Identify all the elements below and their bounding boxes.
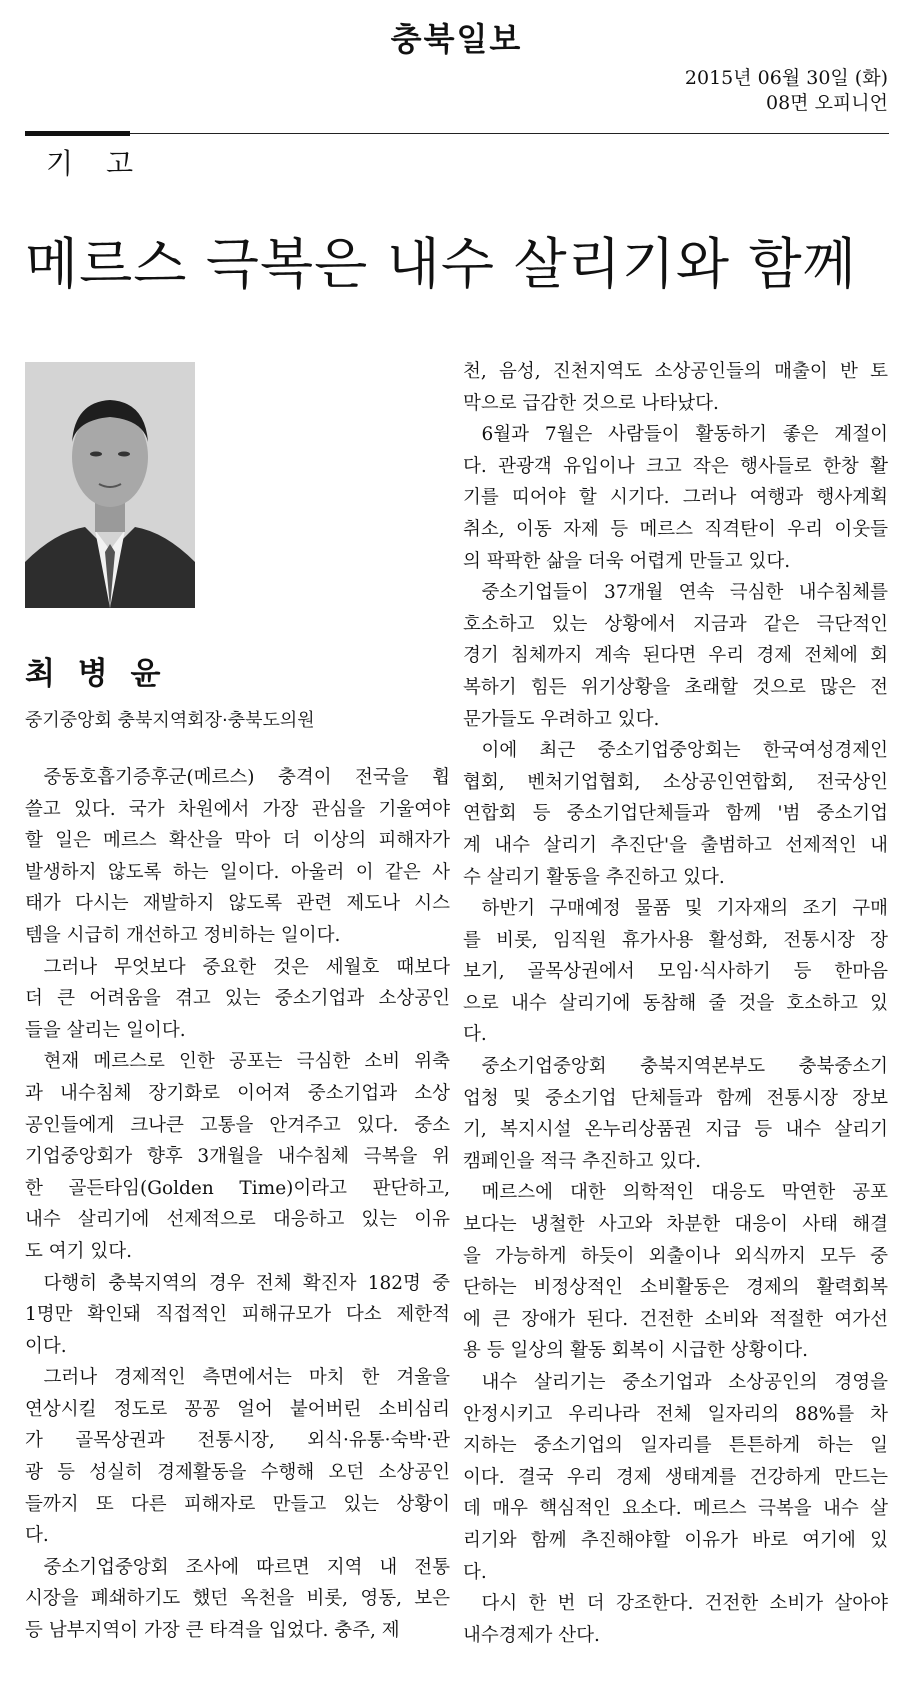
article-text-line: 그러나 경제적인 측면에서는 마치 한 겨울을 [43, 1367, 450, 1389]
article-text-line: 계 내수 살리기 추진단'을 출범하고 선제적인 내 [463, 834, 888, 856]
article-paragraph [25, 762, 450, 952]
article-text-line: 도 여기 있다. [25, 1240, 132, 1262]
article-text-line: 내수 살리기는 중소기업과 소상공인의 경영을 [481, 1372, 888, 1393]
article-text-line: 할 일은 메르스 확산을 막아 더 이상의 피해자가 [25, 830, 450, 852]
article-text-line: 6월과 7월은 사람들이 활동하기 좋은 계절이 [481, 424, 888, 446]
article-text-line: 중소기업중앙회 조사에 따르면 지역 내 전통 [43, 1556, 450, 1578]
article-text-line: 더 큰 어려움을 겪고 있는 중소기업과 소상공인 [25, 988, 450, 1010]
article-text-line: 를 비롯, 임직원 휴가사용 활성화, 전통시장 장 [463, 929, 888, 951]
article-text-line: 다행히 충북지역의 경우 전체 확진자 182명 중 [43, 1272, 450, 1294]
article-text-line: 이다. 결국 우리 경제 생태계를 건강하게 만드는 [463, 1466, 888, 1488]
article-text-line: 다시 한 번 더 강조한다. 건전한 소비가 살아야 [481, 1593, 888, 1615]
article-paragraph [463, 1367, 888, 1588]
article-paragraph [25, 952, 450, 1047]
article-text-line: 캠페인을 적극 추진하고 있다. [463, 1150, 701, 1172]
article-text-line: 보다는 냉철한 사고와 차분한 대응이 사태 해결 [463, 1214, 888, 1236]
article-text-line: 이다. [25, 1335, 67, 1357]
author-portrait-icon [25, 362, 195, 608]
article-text-line: 기를 띠어야 할 시기다. 그러나 여행과 행사계획 [463, 487, 888, 509]
article-text-line: 의 팍팍한 삶을 더욱 어렵게 만들고 있다. [463, 550, 791, 572]
article-paragraph [463, 356, 888, 419]
article-text-line: 중소기업들이 37개월 연속 극심한 내수침체를 [481, 582, 888, 604]
article-text-line: 데 매우 핵심적인 요소다. 메르스 극복을 내수 살 [463, 1498, 888, 1520]
article-text-line: 1명만 확인돼 직접적인 피해규모가 다소 제한적 [25, 1304, 450, 1326]
article-text-line: 문가들도 우려하고 있다. [463, 708, 660, 730]
article-text-line: 경기 침체까지 계속 된다면 우리 경제 전체에 회 [463, 645, 888, 667]
article-text-line: 기, 복지시설 온누리상품권 지급 등 내수 살리기 [463, 1119, 888, 1141]
article-text-line: 기업중앙회가 향후 3개월을 내수침체 극복을 위 [25, 1146, 450, 1168]
article-text-line: 천, 음성, 진천지역도 소상공인들의 매출이 반 토 [463, 361, 888, 382]
article-paragraph [25, 1552, 450, 1647]
article-text-line: 들까지 또 다른 피해자로 만들고 있는 상황이 [25, 1493, 450, 1515]
article-paragraph [463, 1051, 888, 1177]
article-text-line: 다. [463, 1561, 487, 1583]
article-text-line: 복하기 힘든 위기상황을 초래할 것으로 많은 전 [463, 676, 888, 698]
article-paragraph [463, 419, 888, 577]
article-text-line: 태가 다시는 재발하지 않도록 관련 제도나 시스 [25, 893, 450, 915]
article-text-line: 내수 살리기에 선제적으로 대응하고 있는 이유 [25, 1209, 450, 1231]
article-text-line: 단하는 비정상적인 소비활동은 경제의 활력회복 [463, 1277, 888, 1299]
article-paragraph [25, 1362, 450, 1552]
article-text-line: 용 등 일상의 활동 회복이 시급한 상황이다. [463, 1340, 808, 1362]
article-text-line: 쓸고 있다. 국가 차원에서 가장 관심을 기울여야 [25, 798, 450, 820]
article-text-line: 한 골든타임(Golden Time)이라고 판단하고, [25, 1177, 450, 1199]
article-text-line: 발생하지 않도록 하는 일이다. 아울러 이 같은 사 [25, 861, 450, 883]
article-text-line: 들을 살리는 일이다. [25, 1019, 186, 1041]
article-text-line: 지하는 중소기업의 일자리를 튼튼하게 하는 일 [463, 1435, 888, 1457]
author-name: 최 병 윤 [25, 656, 167, 692]
article-paragraph [25, 1046, 450, 1267]
page-section-label: 08면 오피니언 [766, 92, 888, 114]
article-text-line: 호소하고 있는 상황에서 지금과 같은 극단적인 [463, 613, 888, 635]
article-paragraph [463, 1177, 888, 1367]
article-text-line: 다. [463, 1024, 487, 1046]
article-text-line: 그러나 무엇보다 중요한 것은 세월호 때보다 [43, 956, 450, 978]
article-text-line: 보기, 골목상권에서 모임·식사하기 등 한마음 [463, 961, 888, 983]
article-paragraph [463, 893, 888, 1051]
article-text-line: 메르스에 대한 의학적인 대응도 막연한 공포 [481, 1182, 888, 1204]
article-text-line: 으로 내수 살리기에 동참해 줄 것을 호소하고 있 [463, 992, 888, 1014]
article-text-line: 안정시키고 우리나라 전체 일자리의 88%를 차 [463, 1403, 888, 1425]
article-paragraph [463, 577, 888, 735]
article-text-line: 가 골목상권과 전통시장, 외식·유통·숙박·관 [25, 1430, 450, 1452]
article-text-line: 수 살리기 활동을 추진하고 있다. [463, 866, 725, 888]
newspaper-masthead: 충북일보 [390, 20, 523, 58]
header-rule [25, 133, 889, 134]
article-text-line: 취소, 이동 자제 등 메르스 직격탄이 우리 이웃들 [463, 518, 888, 540]
article-text-line: 템을 시급히 개선하고 정비하는 일이다. [25, 924, 341, 946]
article-text-line: 에 큰 장애가 된다. 건전한 소비와 적절한 여가선 [463, 1308, 888, 1330]
article-text-line: 다. [25, 1525, 49, 1547]
article-text-line: 이에 최근 중소기업중앙회는 한국여성경제인 [481, 740, 888, 762]
article-text-line: 업청 및 중소기업 단체들과 함께 전통시장 장보 [463, 1087, 888, 1109]
article-text-line: 연상시킬 정도로 꽁꽁 얼어 붙어버린 소비심리 [25, 1398, 450, 1420]
article-paragraph [463, 1588, 888, 1651]
article-paragraph [25, 1268, 450, 1363]
article-text-line: 다. 관광객 유입이나 크고 작은 행사들로 한창 활 [463, 455, 888, 477]
author-title: 중기중앙회 충북지역회장·충북도의원 [25, 710, 315, 731]
article-paragraph [463, 735, 888, 893]
article-text-line: 막으로 급감한 것으로 나타났다. [463, 392, 719, 414]
article-column-right [463, 356, 888, 1651]
article-text-line: 공인들에게 크나큰 고통을 안겨주고 있다. 중소 [25, 1114, 450, 1136]
author-photo [25, 362, 195, 608]
article-headline: 메르스 극복은 내수 살리기와 함께 [25, 232, 857, 296]
article-text-line: 등 남부지역이 가장 큰 타격을 입었다. 충주, 제 [25, 1620, 400, 1642]
article-text-line: 연합회 등 중소기업단체들과 함께 '범 중소기업 [463, 803, 888, 825]
article-text-line: 과 내수침체 장기화로 이어져 중소기업과 소상 [25, 1082, 450, 1104]
article-text-line: 협회, 벤처기업협회, 소상공인연합회, 전국상인 [463, 771, 888, 793]
publication-date: 2015년 06월 30일 (화) [684, 67, 888, 89]
article-text-line: 리기와 함께 추진해야할 이유가 바로 여기에 있 [463, 1529, 888, 1551]
article-text-line: 내수경제가 산다. [463, 1624, 600, 1646]
dateline [685, 66, 888, 116]
section-label: 기 고 [46, 147, 145, 180]
section-rule-accent [25, 131, 130, 136]
article-text-line: 현재 메르스로 인한 공포는 극심한 소비 위축 [43, 1051, 450, 1073]
article-text-line: 하반기 구매예정 물품 및 기자재의 조기 구매 [481, 898, 888, 920]
article-text-line: 을 가능하게 하듯이 외출이나 외식까지 모두 중 [463, 1245, 888, 1267]
article-text-line: 중동호흡기증후군(메르스) 충격이 전국을 휩 [43, 767, 450, 788]
article-column-left [25, 762, 450, 1647]
article-text-line: 중소기업중앙회 충북지역본부도 충북중소기 [481, 1056, 888, 1078]
article-text-line: 광 등 성실히 경제활동을 수행해 오던 소상공인 [25, 1462, 450, 1484]
article-text-line: 시장을 폐쇄하기도 했던 옥천을 비롯, 영동, 보은 [25, 1588, 450, 1610]
